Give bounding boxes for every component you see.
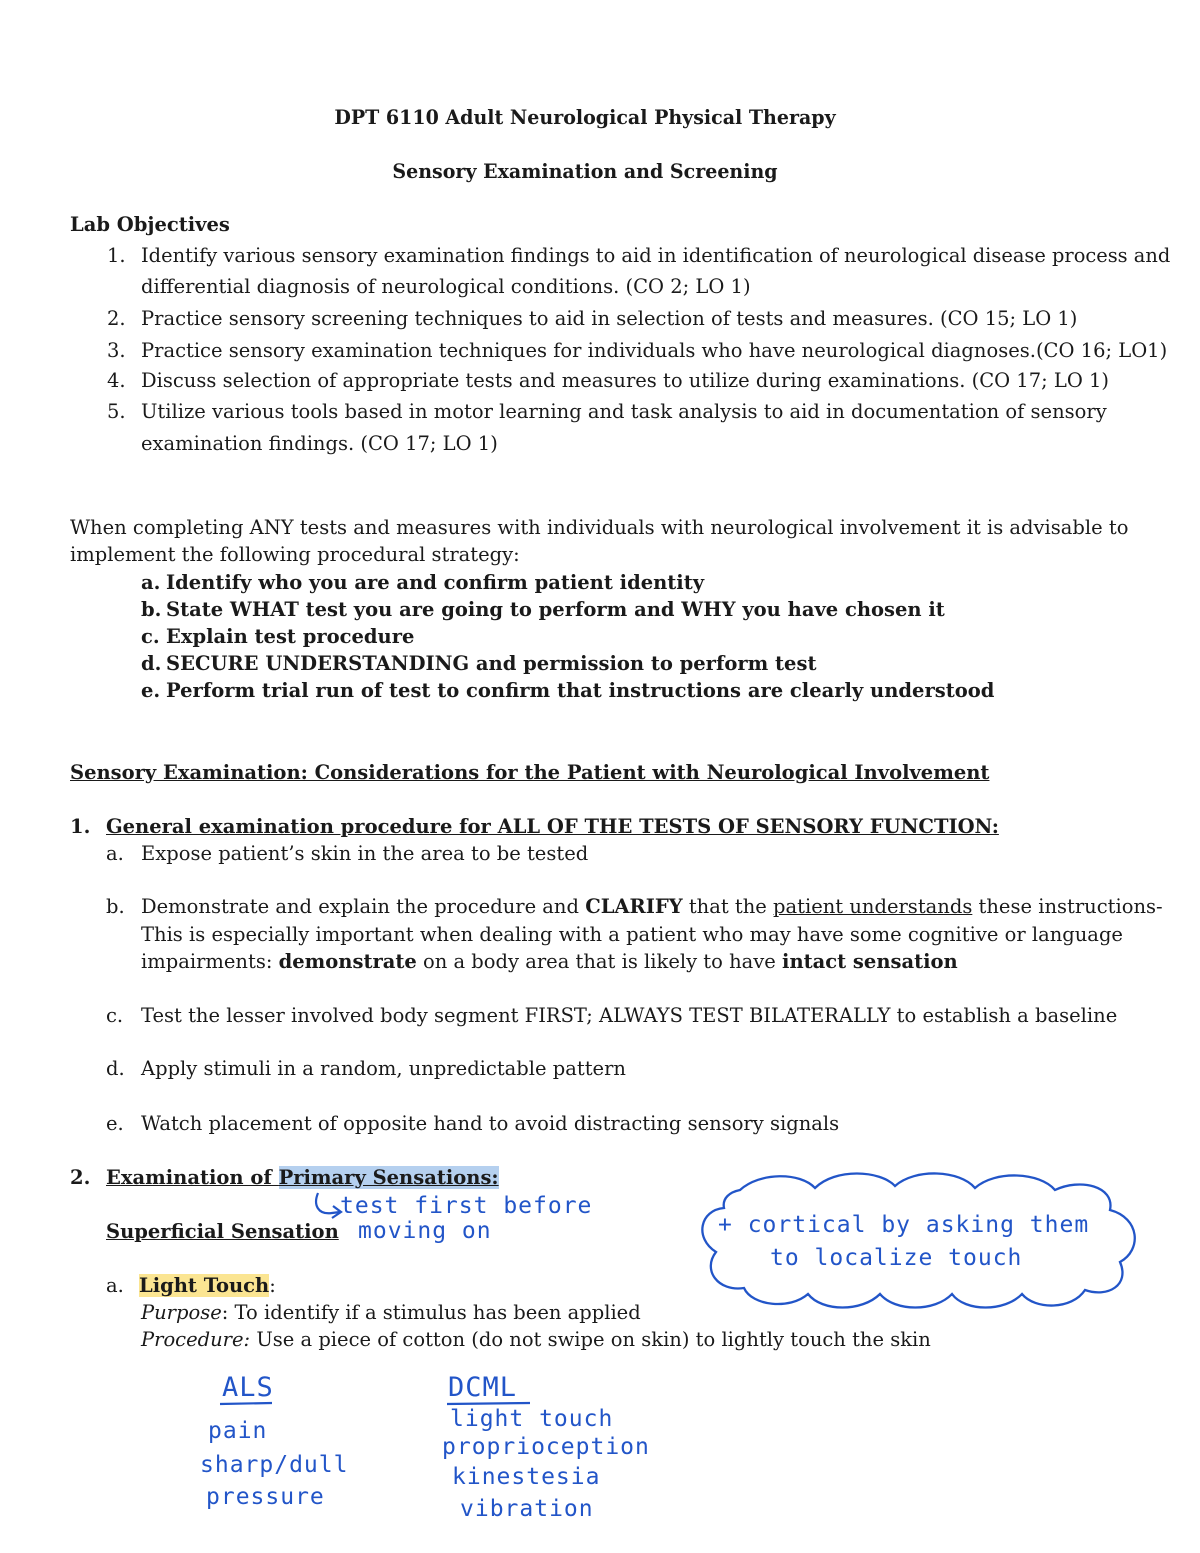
- text-run: : To identify if a stimulus has been applied: [221, 1301, 641, 1324]
- sub-item-title: [139, 1274, 276, 1298]
- procedure-step-letter: a.: [141, 571, 161, 594]
- thought-cloud-outline: [702, 1173, 1134, 1307]
- sub-letter: b.: [106, 895, 125, 918]
- text-run: impairments:: [141, 950, 279, 973]
- handwritten-note: moving on: [358, 1218, 492, 1244]
- cloud-note: + cortical by asking them: [718, 1212, 1090, 1238]
- dcml-item: proprioception: [442, 1434, 650, 1460]
- procedure-step-letter: e.: [141, 679, 161, 702]
- arrow-hook-icon: [316, 1193, 340, 1213]
- procedure-step-letter: d.: [141, 652, 162, 675]
- procedure-step: Perform trial run of test to confirm that instructions are clearly understood: [166, 679, 995, 702]
- sub-item-text: Apply stimuli in a random, unpredictable pattern: [141, 1057, 626, 1080]
- sub-item-text: [141, 895, 1163, 919]
- procedure-step: Identify who you are and confirm patient identity: [166, 571, 705, 594]
- text-run: :: [269, 1274, 276, 1297]
- sub-item-text: Expose patient’s skin in the area to be tested: [141, 842, 589, 865]
- dcml-item: light touch: [450, 1406, 614, 1432]
- section-heading: Sensory Examination: Considerations for the Patient with Neurological Involvement: [70, 761, 990, 784]
- als-item: pressure: [206, 1484, 325, 1510]
- item-number: 1.: [70, 815, 91, 838]
- sub-item-text: Test the lesser involved body segment FIRST; ALWAYS TEST BILATERALLY to establish a baseline: [141, 1004, 1118, 1027]
- document-title: DPT 6110 Adult Neurological Physical Therapy: [334, 106, 836, 129]
- text-run: Examination of: [106, 1166, 279, 1189]
- highlighted-text: Light Touch: [139, 1274, 270, 1297]
- purpose-line: [141, 1301, 641, 1325]
- objective-text: differential diagnosis of neurological conditions. (CO 2; LO 1): [141, 275, 751, 298]
- objective-text: Utilize various tools based in motor learning and task analysis to aid in documentation of sensory: [141, 400, 1107, 423]
- lab-objectives-heading: Lab Objectives: [70, 213, 230, 236]
- sub-letter: e.: [106, 1112, 124, 1135]
- text-run: Demonstrate and explain the procedure and: [141, 895, 586, 918]
- label-text: Purpose: [141, 1301, 222, 1324]
- sub-letter: a.: [106, 1274, 124, 1297]
- objective-text: Discuss selection of appropriate tests and measures to utilize during examinations. (CO 17; LO 1): [141, 369, 1110, 392]
- sub-item-text: [141, 950, 958, 974]
- cloud-note: to localize touch: [770, 1245, 1023, 1271]
- als-title: ALS: [222, 1372, 274, 1403]
- als-item: sharp/dull: [200, 1452, 349, 1478]
- objective-number: 3.: [107, 339, 126, 362]
- sub-heading: Superficial Sensation: [106, 1220, 339, 1243]
- emphasis-text: intact sensation: [782, 950, 958, 973]
- objective-number: 2.: [107, 307, 126, 330]
- procedure-step: State WHAT test you are going to perform and WHY you have chosen it: [166, 598, 945, 621]
- procedure-step-letter: b.: [141, 598, 162, 621]
- sub-item-text: This is especially important when dealing with a patient who may have some cognitive or language: [141, 923, 1123, 946]
- item-heading: [106, 1166, 499, 1190]
- dcml-item: kinestesia: [452, 1464, 601, 1490]
- objective-number: 4.: [107, 369, 126, 392]
- item-number: 2.: [70, 1166, 91, 1189]
- dcml-underline: [447, 1403, 530, 1404]
- procedure-step: Explain test procedure: [166, 625, 415, 648]
- procedure-step: SECURE UNDERSTANDING and permission to perform test: [166, 652, 817, 675]
- highlighted-text: Primary Sensations:: [278, 1166, 499, 1189]
- objective-text: Practice sensory examination techniques for individuals who have neurological diagnoses.(CO 16; LO1): [141, 339, 1168, 362]
- label-text: Procedure:: [141, 1328, 251, 1351]
- procedure-intro: implement the following procedural strategy:: [70, 543, 520, 566]
- objective-text: Practice sensory screening techniques to aid in selection of tests and measures. (CO 15; LO 1): [141, 307, 1078, 330]
- text-run: that the: [682, 895, 774, 918]
- sub-letter: d.: [106, 1057, 125, 1080]
- document-subtitle: Sensory Examination and Screening: [392, 160, 778, 183]
- objective-text: Identify various sensory examination findings to aid in identification of neurological disease process and: [141, 244, 1171, 267]
- text-run: these instructions-: [972, 895, 1163, 918]
- text-run: Use a piece of cotton (do not swipe on skin) to lightly touch the skin: [250, 1328, 931, 1351]
- procedure-line: [141, 1328, 931, 1352]
- handwritten-note: test first before: [340, 1193, 593, 1219]
- item-heading: General examination procedure for ALL OF THE TESTS OF SENSORY FUNCTION:: [106, 815, 999, 838]
- dcml-item: vibration: [460, 1496, 594, 1522]
- objective-text: examination findings. (CO 17; LO 1): [141, 432, 498, 455]
- emphasis-text: demonstrate: [278, 950, 417, 973]
- procedure-step-letter: c.: [141, 625, 160, 648]
- sub-letter: c.: [106, 1004, 124, 1027]
- procedure-intro: When completing ANY tests and measures with individuals with neurological involvement it is advisable to: [70, 516, 1129, 539]
- als-underline: [220, 1403, 272, 1404]
- emphasis-text: CLARIFY: [585, 895, 683, 918]
- text-run: on a body area that is likely to have: [416, 950, 783, 973]
- dcml-title: DCML: [448, 1372, 518, 1403]
- underlined-text: patient understands: [773, 895, 973, 918]
- sub-item-text: Watch placement of opposite hand to avoid distracting sensory signals: [141, 1112, 840, 1135]
- als-item: pain: [208, 1418, 268, 1444]
- objective-number: 1.: [107, 244, 126, 267]
- objective-number: 5.: [107, 400, 126, 423]
- sub-letter: a.: [106, 842, 124, 865]
